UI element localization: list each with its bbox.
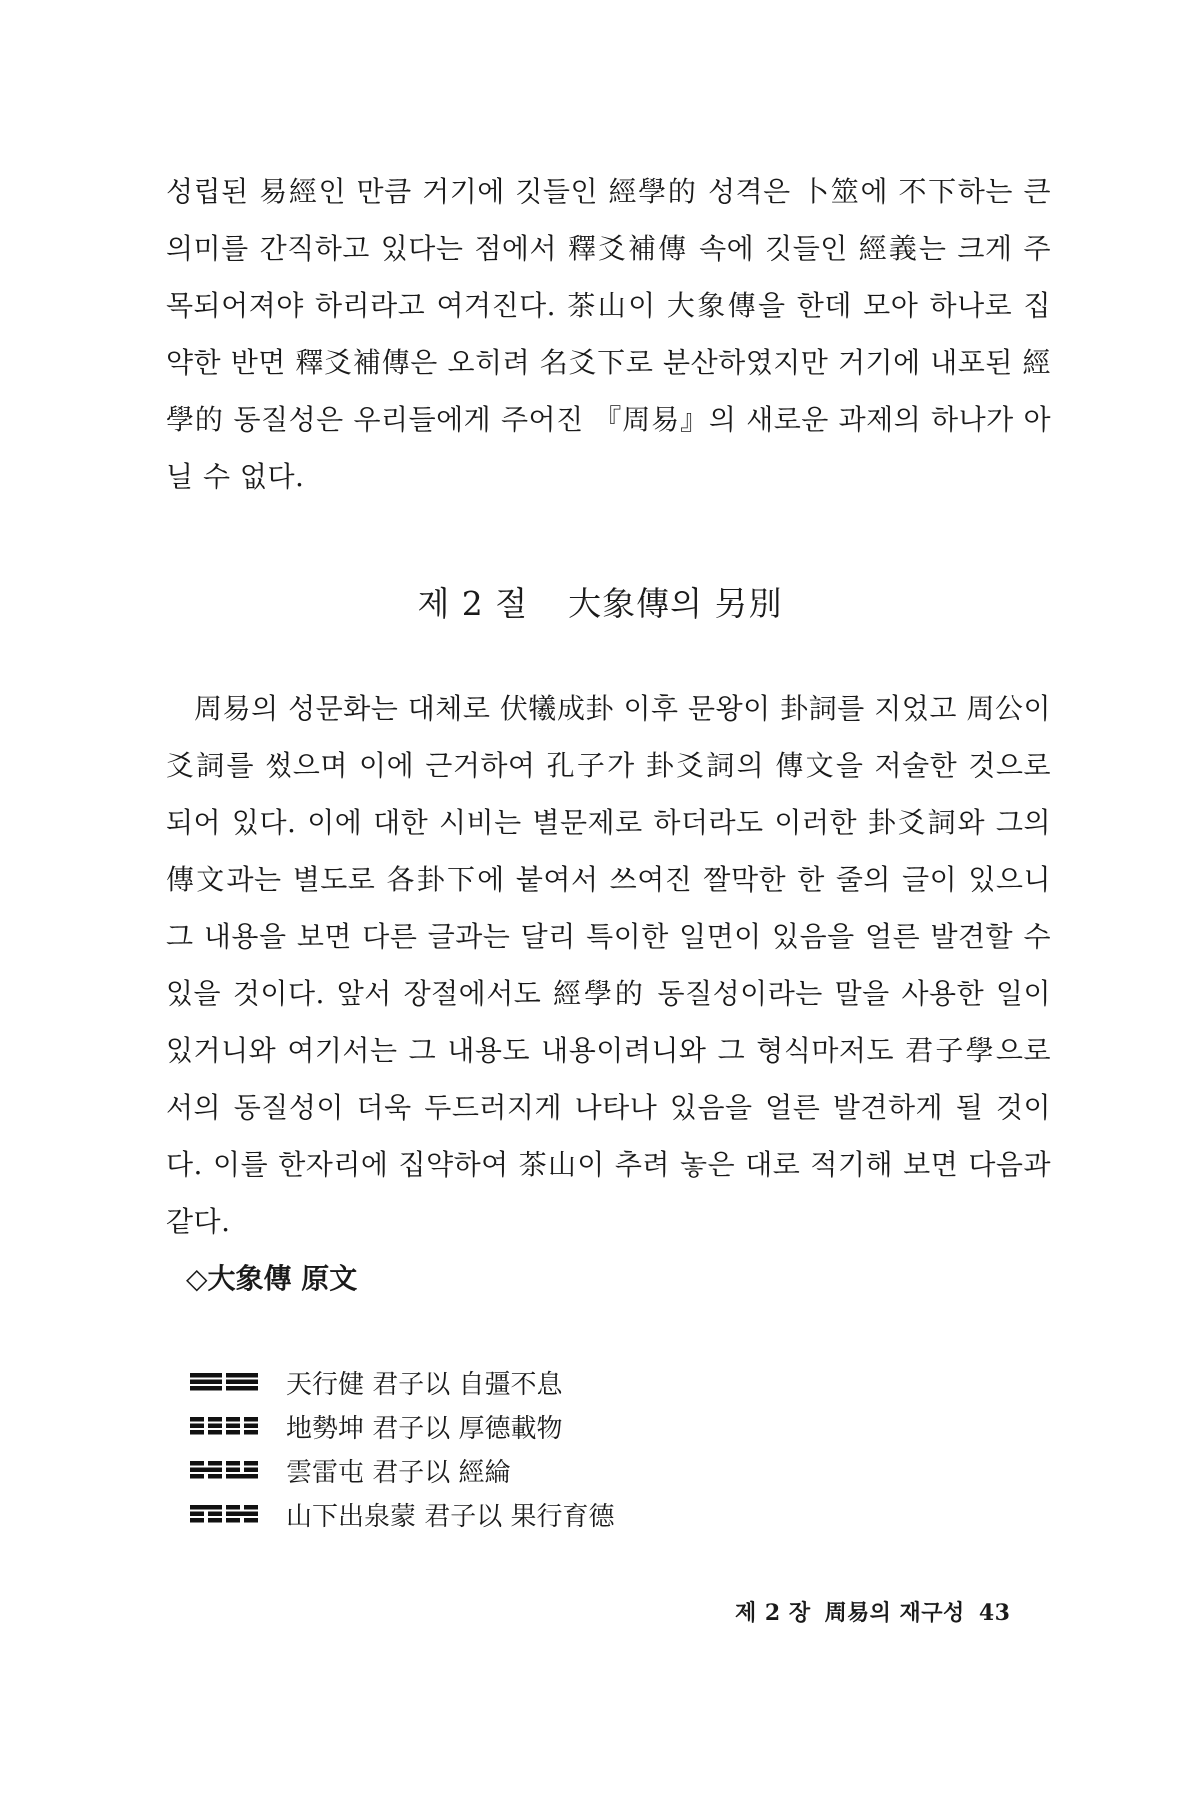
hexagram-list bbox=[190, 1360, 615, 1536]
hexagram-text: 天行健 君子以 自彊不息 bbox=[286, 1369, 563, 1400]
page-footer bbox=[735, 1596, 1024, 1627]
hexagram-row bbox=[190, 1492, 615, 1536]
hexagram-row bbox=[190, 1360, 615, 1404]
page-number: 43 bbox=[978, 1600, 1011, 1626]
footer-chapter: 제 2 장 bbox=[735, 1600, 811, 1626]
hexagram-row bbox=[190, 1404, 615, 1448]
section-number: 제 2 절 bbox=[417, 584, 529, 623]
section-title: 大象傳의 另別 bbox=[568, 584, 783, 623]
hexagram-row bbox=[190, 1448, 615, 1492]
subheading: ◇大象傳 原文 bbox=[186, 1262, 358, 1295]
footer-title: 周易의 재구성 bbox=[824, 1600, 965, 1626]
hexagram-text: 地勢坤 君子以 厚德載物 bbox=[286, 1413, 563, 1444]
body-paragraph: 周易의 성문화는 대체로 伏犧成卦 이후 문왕이 卦詞를 지었고 周公이 爻詞를 썼으며 이에 근거하여 孔子가 卦爻詞의 傳文을 저술한 것으로 되어 있다. 이에 대한 시비는 별문제로 하더라도 이러한 卦爻詞와 그의 傳文과는 별도로 各卦下에 붙여서 쓰여진 짤막한 한 줄의 글이 있으니 그 내용을 보면 다른 글과는 달리 특이한 일면이 있음을 얼른 발견할 수 있을 것이다. 앞서 장절에서도 經學的 동질성이라는 말을 사용한 일이 있거니와 여기서는 그 내용도 내용이려니와 그 형식마저도 君子學으로서의 동질성이 더욱 두드러지게 나타나 있음을 얼른 발견하게 될 것이다. 이를 한자리에 집약하여 茶山이 추려 놓은 대로 적기해 보면 다음과 같다. bbox=[166, 692, 1051, 1238]
section-heading bbox=[0, 578, 1200, 625]
hexagram-text: 雲雷屯 君子以 經綸 bbox=[286, 1457, 511, 1488]
hexagram-zhun-icon bbox=[190, 1461, 258, 1479]
hexagram-text: 山下出泉蒙 君子以 果行育德 bbox=[286, 1501, 615, 1532]
hexagram-kun-icon bbox=[190, 1417, 258, 1435]
hexagram-meng-icon bbox=[190, 1505, 258, 1523]
hexagram-qian-icon bbox=[190, 1373, 258, 1391]
intro-paragraph: 성립된 易經인 만큼 거기에 깃들인 經學的 성격은 卜筮에 不下하는 큰 의미를 간직하고 있다는 점에서 釋爻補傳 속에 깃들인 經義는 크게 주목되어져야 하리라고 여겨진다. 茶山이 大象傳을 한데 모아 하나로 집약한 반면 釋爻補傳은 오히려 名爻下로 분산하였지만 거기에 내포된 經學的 동질성은 우리들에게 주어진 『周易』의 새로운 과제의 하나가 아닐 수 없다. bbox=[166, 175, 1051, 493]
